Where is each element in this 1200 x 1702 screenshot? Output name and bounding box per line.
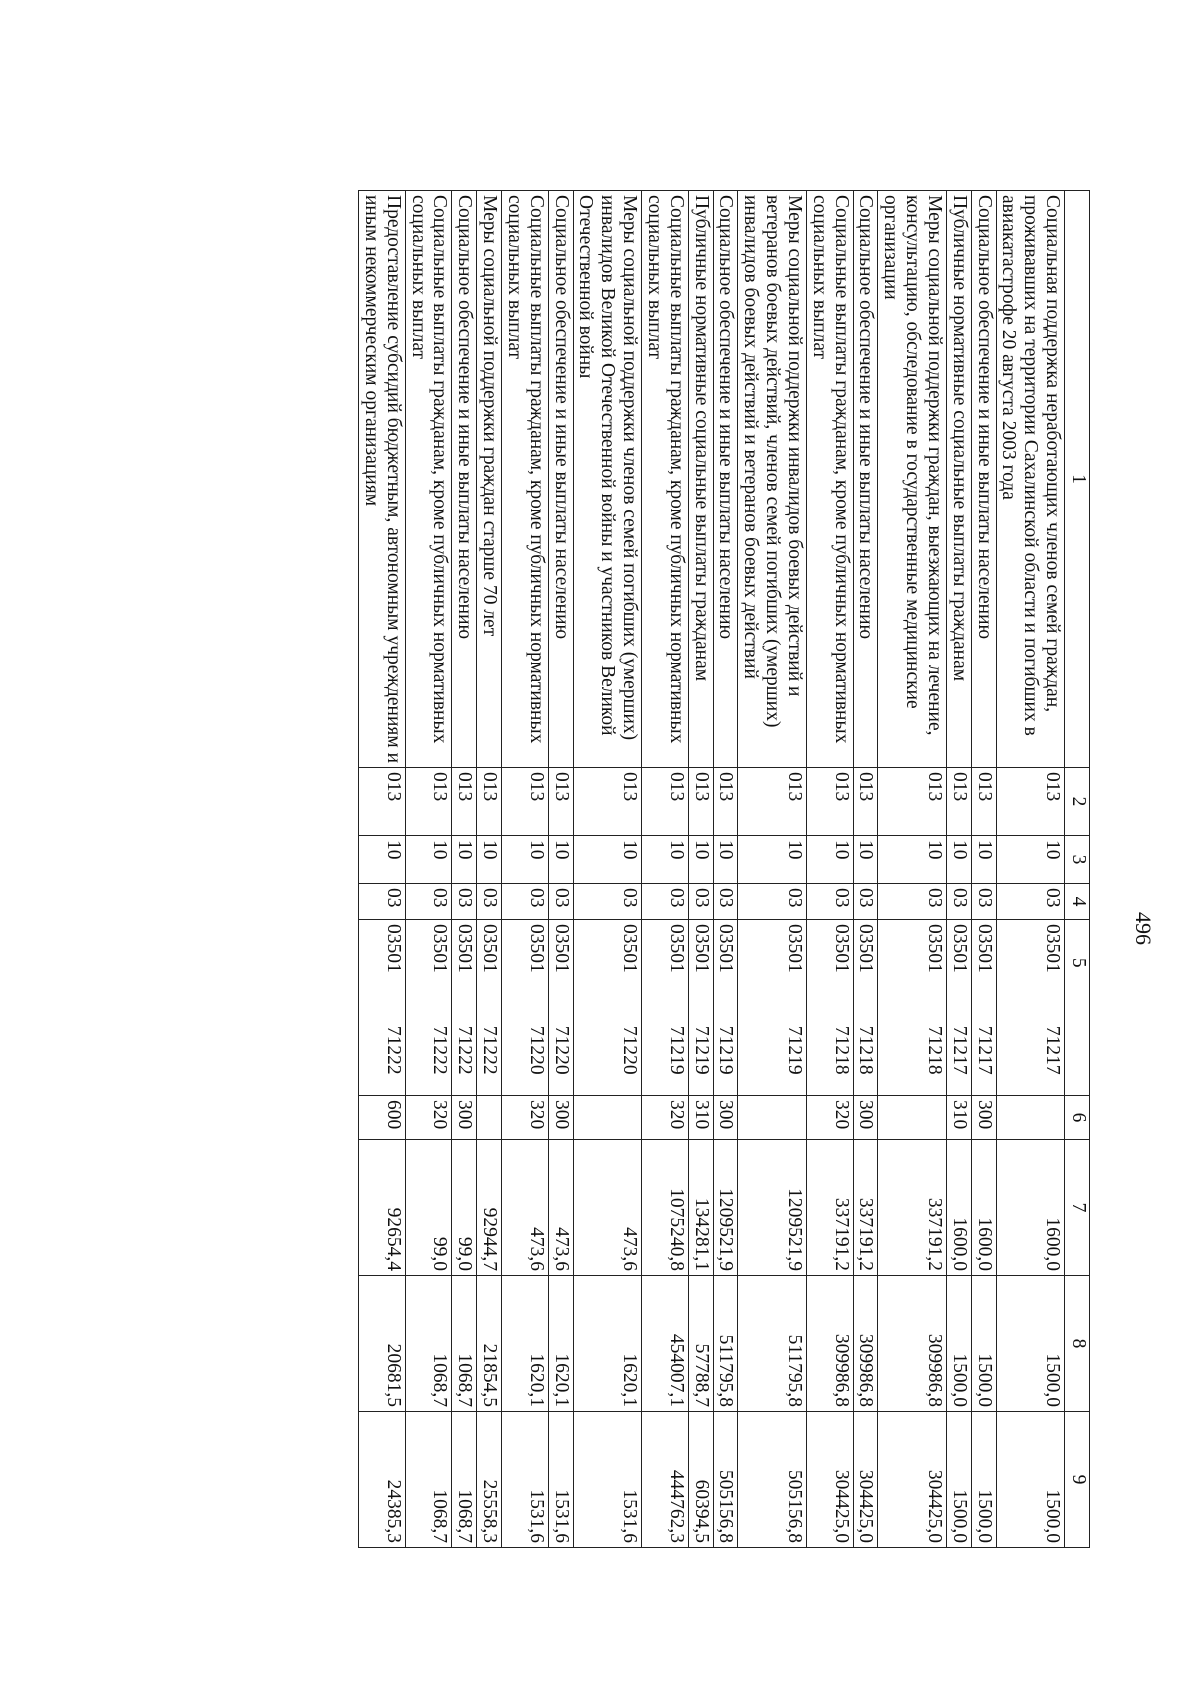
- row-value: 013: [502, 768, 549, 836]
- table-row: [713, 191, 738, 1548]
- row-description: Публичные нормативные социальные выплаты гражданам: [688, 191, 713, 768]
- row-value: 444762,3: [642, 1412, 689, 1548]
- row-value: 10: [996, 836, 1064, 884]
- row-value: 71217: [996, 1006, 1064, 1096]
- row-value: 03: [946, 884, 971, 920]
- table-row: [878, 191, 946, 1548]
- row-value: 03: [502, 884, 549, 920]
- row-value: 454007,1: [642, 1276, 689, 1412]
- row-description: Социальное обеспечение и иные выплаты населению: [452, 191, 477, 768]
- row-value: 10: [878, 836, 946, 884]
- row-description: Социальные выплаты гражданам, кроме публичных нормативных социальных выплат: [502, 191, 549, 768]
- row-value: 1531,6: [548, 1412, 573, 1548]
- row-value: 134281,1: [688, 1140, 713, 1276]
- row-value: 013: [971, 768, 996, 836]
- row-value: 03: [971, 884, 996, 920]
- row-value: [878, 1096, 946, 1140]
- row-value: 92654,4: [359, 1140, 406, 1276]
- row-value: 1068,7: [405, 1276, 452, 1412]
- row-value: 92944,7: [477, 1140, 502, 1276]
- column-header: 6: [1065, 1096, 1090, 1140]
- row-value: 20681,5: [359, 1276, 406, 1412]
- row-value: 1620,1: [548, 1276, 573, 1412]
- table-row: [548, 191, 573, 1548]
- row-value: 03501: [688, 920, 713, 1006]
- row-value: 013: [738, 768, 806, 836]
- row-value: 03501: [405, 920, 452, 1006]
- row-description: Социальные выплаты гражданам, кроме публичных нормативных социальных выплат: [405, 191, 452, 768]
- row-value: 03501: [452, 920, 477, 1006]
- row-value: [477, 1096, 502, 1140]
- row-value: 10: [688, 836, 713, 884]
- row-value: 03: [548, 884, 573, 920]
- row-value: 337191,2: [806, 1140, 853, 1276]
- column-header: 4: [1065, 884, 1090, 920]
- row-value: 1209521,9: [738, 1140, 806, 1276]
- row-value: 309986,8: [878, 1276, 946, 1412]
- table-row: [996, 191, 1064, 1548]
- row-value: 600: [359, 1096, 406, 1140]
- row-value: 1500,0: [946, 1412, 971, 1548]
- row-value: 03: [688, 884, 713, 920]
- table-row: [853, 191, 878, 1548]
- row-value: 1620,1: [502, 1276, 549, 1412]
- row-value: 10: [452, 836, 477, 884]
- row-value: 03: [452, 884, 477, 920]
- row-value: 71217: [971, 1006, 996, 1096]
- row-value: 337191,2: [878, 1140, 946, 1276]
- row-value: 71222: [359, 1006, 406, 1096]
- row-value: 511795,8: [713, 1276, 738, 1412]
- row-description: Предоставление субсидий бюджетным, автономным учреждениям и иным некоммерческим организациям: [359, 191, 406, 768]
- row-value: 013: [853, 768, 878, 836]
- table-row: [971, 191, 996, 1548]
- row-value: 473,6: [502, 1140, 549, 1276]
- row-value: 10: [946, 836, 971, 884]
- row-value: 03: [738, 884, 806, 920]
- row-value: 60394,5: [688, 1412, 713, 1548]
- row-value: 013: [573, 768, 641, 836]
- row-value: 03501: [971, 920, 996, 1006]
- budget-table: [358, 190, 1090, 1548]
- row-value: 300: [853, 1096, 878, 1140]
- table-row: [477, 191, 502, 1548]
- row-value: 71222: [477, 1006, 502, 1096]
- row-value: [738, 1096, 806, 1140]
- row-value: 71219: [738, 1006, 806, 1096]
- row-description: Социальное обеспечение и иные выплаты населению: [548, 191, 573, 768]
- row-value: 10: [971, 836, 996, 884]
- row-value: 013: [477, 768, 502, 836]
- row-value: 013: [946, 768, 971, 836]
- row-value: 1600,0: [946, 1140, 971, 1276]
- table-row: [502, 191, 549, 1548]
- column-header: 3: [1065, 836, 1090, 884]
- column-header: 5: [1065, 920, 1090, 1006]
- row-value: 013: [806, 768, 853, 836]
- row-value: 03501: [477, 920, 502, 1006]
- row-value: 03: [853, 884, 878, 920]
- row-value: 57788,7: [688, 1276, 713, 1412]
- row-description: Социальное обеспечение и иные выплаты населению: [971, 191, 996, 768]
- row-value: 473,6: [573, 1140, 641, 1276]
- row-value: 03501: [946, 920, 971, 1006]
- row-value: 03501: [548, 920, 573, 1006]
- row-value: 1068,7: [405, 1412, 452, 1548]
- row-value: 03: [878, 884, 946, 920]
- row-value: 03501: [996, 920, 1064, 1006]
- row-value: 1500,0: [971, 1276, 996, 1412]
- row-value: 71222: [452, 1006, 477, 1096]
- row-value: 1531,6: [573, 1412, 641, 1548]
- row-value: 03501: [713, 920, 738, 1006]
- row-description: Меры социальной поддержки граждан старше 70 лет: [477, 191, 502, 768]
- table-row: [452, 191, 477, 1548]
- row-value: 505156,8: [738, 1412, 806, 1548]
- row-value: 03: [359, 884, 406, 920]
- row-value: [996, 1096, 1064, 1140]
- row-description: Социальная поддержка неработающих членов семей граждан, проживавших на территории Сахалинской области и погибших в авиакатастрофе 20 августа 2003 года: [996, 191, 1064, 768]
- table-row: [573, 191, 641, 1548]
- table-row: [642, 191, 689, 1548]
- row-description: Меры социальной поддержки инвалидов боевых действий и ветеранов боевых действий, членов семей погибших (умерших) инвалидов боевых действий и ветеранов боевых действий: [738, 191, 806, 768]
- row-value: [573, 1096, 641, 1140]
- row-description: Социальное обеспечение и иные выплаты населению: [713, 191, 738, 768]
- row-value: 03501: [853, 920, 878, 1006]
- row-value: 10: [502, 836, 549, 884]
- row-description: Меры социальной поддержки членов семей погибших (умерших) инвалидов Великой Отечественной войны и участников Великой Отечественной войны: [573, 191, 641, 768]
- table-header-row: [1065, 191, 1090, 1548]
- row-value: 03501: [878, 920, 946, 1006]
- row-value: 505156,8: [713, 1412, 738, 1548]
- row-value: 10: [642, 836, 689, 884]
- row-value: 71219: [688, 1006, 713, 1096]
- row-description: Меры социальной поддержки граждан, выезжающих на лечение, консультацию, обследование в государственные медицинские организации: [878, 191, 946, 768]
- row-value: 03: [573, 884, 641, 920]
- row-value: 013: [359, 768, 406, 836]
- row-value: 10: [713, 836, 738, 884]
- table-row: [806, 191, 853, 1548]
- row-value: 304425,0: [806, 1412, 853, 1548]
- row-description: Социальные выплаты гражданам, кроме публичных нормативных социальных выплат: [806, 191, 853, 768]
- row-value: 71219: [642, 1006, 689, 1096]
- row-value: 300: [971, 1096, 996, 1140]
- table-row: [405, 191, 452, 1548]
- row-value: 1620,1: [573, 1276, 641, 1412]
- row-value: 013: [688, 768, 713, 836]
- row-value: 300: [548, 1096, 573, 1140]
- row-value: 309986,8: [806, 1276, 853, 1412]
- table-row: [738, 191, 806, 1548]
- row-value: 71220: [502, 1006, 549, 1096]
- row-value: 1500,0: [946, 1276, 971, 1412]
- row-value: 10: [806, 836, 853, 884]
- row-value: 71218: [806, 1006, 853, 1096]
- row-value: 71222: [405, 1006, 452, 1096]
- row-value: 03: [806, 884, 853, 920]
- row-value: 03: [477, 884, 502, 920]
- column-header: 1: [1065, 191, 1090, 768]
- row-value: 99,0: [452, 1140, 477, 1276]
- row-description: Публичные нормативные социальные выплаты гражданам: [946, 191, 971, 768]
- page-number: 496: [1131, 912, 1156, 945]
- row-value: 304425,0: [878, 1412, 946, 1548]
- row-value: 300: [713, 1096, 738, 1140]
- row-value: 03501: [738, 920, 806, 1006]
- row-value: 71220: [548, 1006, 573, 1096]
- row-description: Социальное обеспечение и иные выплаты населению: [853, 191, 878, 768]
- row-value: 310: [946, 1096, 971, 1140]
- row-value: 320: [806, 1096, 853, 1140]
- row-value: 1500,0: [971, 1412, 996, 1548]
- row-value: 1600,0: [996, 1140, 1064, 1276]
- row-value: 310: [688, 1096, 713, 1140]
- row-value: 337191,2: [853, 1140, 878, 1276]
- row-value: 10: [477, 836, 502, 884]
- row-value: 1500,0: [996, 1412, 1064, 1548]
- row-value: 1068,7: [452, 1412, 477, 1548]
- table-body: [359, 191, 1065, 1548]
- row-value: 320: [405, 1096, 452, 1140]
- row-value: 013: [405, 768, 452, 836]
- row-value: 1600,0: [971, 1140, 996, 1276]
- row-value: 10: [405, 836, 452, 884]
- table-row: [946, 191, 971, 1548]
- row-value: 013: [642, 768, 689, 836]
- row-value: 10: [738, 836, 806, 884]
- row-value: 71218: [853, 1006, 878, 1096]
- row-value: 013: [878, 768, 946, 836]
- row-value: 10: [359, 836, 406, 884]
- row-value: 1531,6: [502, 1412, 549, 1548]
- row-value: 24385,3: [359, 1412, 406, 1548]
- row-value: 71220: [573, 1006, 641, 1096]
- row-value: 013: [452, 768, 477, 836]
- column-header: [1065, 1006, 1090, 1096]
- table-row: [688, 191, 713, 1548]
- column-header: 2: [1065, 768, 1090, 836]
- row-value: 300: [452, 1096, 477, 1140]
- row-value: 10: [548, 836, 573, 884]
- row-value: 03501: [806, 920, 853, 1006]
- row-value: 99,0: [405, 1140, 452, 1276]
- row-value: 1075240,8: [642, 1140, 689, 1276]
- row-value: 03501: [502, 920, 549, 1006]
- row-value: 03: [713, 884, 738, 920]
- row-value: 10: [573, 836, 641, 884]
- row-value: 511795,8: [738, 1276, 806, 1412]
- column-header: 9: [1065, 1412, 1090, 1548]
- row-value: 320: [502, 1096, 549, 1140]
- row-value: 25558,3: [477, 1412, 502, 1548]
- row-value: 013: [548, 768, 573, 836]
- row-value: 1500,0: [996, 1276, 1064, 1412]
- row-value: 473,6: [548, 1140, 573, 1276]
- row-value: 21854,5: [477, 1276, 502, 1412]
- row-value: 03: [642, 884, 689, 920]
- row-value: 013: [996, 768, 1064, 836]
- row-value: 013: [713, 768, 738, 836]
- row-value: 1209521,9: [713, 1140, 738, 1276]
- row-value: 304425,0: [853, 1412, 878, 1548]
- row-value: 10: [853, 836, 878, 884]
- row-value: 71218: [878, 1006, 946, 1096]
- column-header: 7: [1065, 1140, 1090, 1276]
- row-value: 03501: [359, 920, 406, 1006]
- table-row: [359, 191, 406, 1548]
- row-value: 309986,8: [853, 1276, 878, 1412]
- row-value: 03: [405, 884, 452, 920]
- row-value: 03501: [573, 920, 641, 1006]
- column-header: 8: [1065, 1276, 1090, 1412]
- row-description: Социальные выплаты гражданам, кроме публичных нормативных социальных выплат: [642, 191, 689, 768]
- row-value: 03: [996, 884, 1064, 920]
- row-value: 03501: [642, 920, 689, 1006]
- row-value: 320: [642, 1096, 689, 1140]
- row-value: 1068,7: [452, 1276, 477, 1412]
- row-value: 71217: [946, 1006, 971, 1096]
- row-value: 71219: [713, 1006, 738, 1096]
